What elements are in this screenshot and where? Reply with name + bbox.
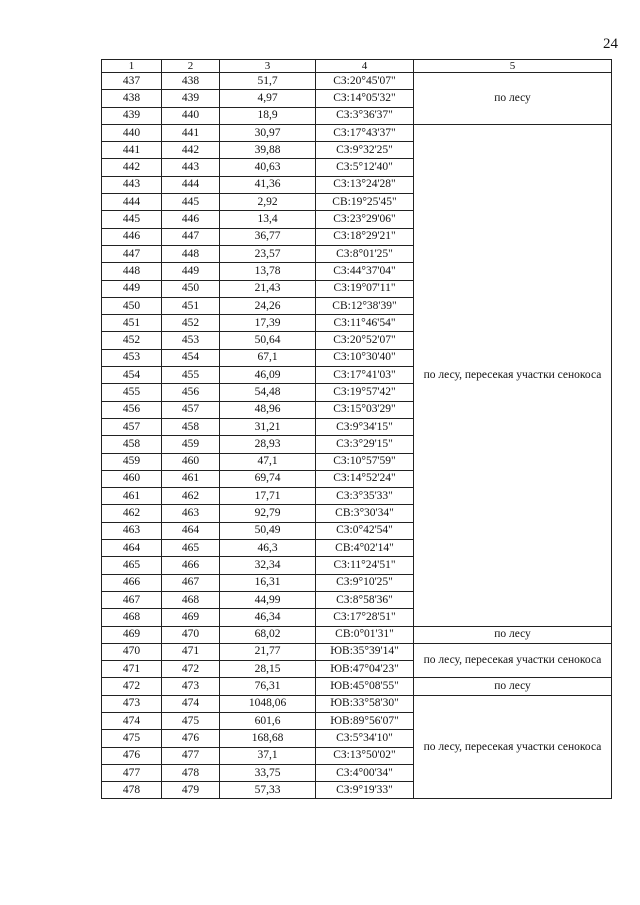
cell-to-point: 479 [162, 782, 220, 799]
cell-bearing: СЗ:3°29'15" [316, 436, 414, 453]
cell-bearing: СЗ:17°41'03" [316, 367, 414, 384]
cell-from-point: 449 [102, 280, 162, 297]
cell-distance: 51,7 [220, 73, 316, 90]
cell-bearing: СЗ:17°43'37" [316, 124, 414, 141]
cell-route-description: по лесу, пересекая участки сенокоса [414, 124, 612, 626]
header-row [102, 60, 612, 73]
cell-distance: 54,48 [220, 384, 316, 401]
cell-distance: 50,49 [220, 522, 316, 539]
cell-from-point: 437 [102, 73, 162, 90]
cell-from-point: 469 [102, 626, 162, 643]
header-cell-5: 5 [414, 60, 612, 73]
cell-to-point: 445 [162, 194, 220, 211]
cell-from-point: 455 [102, 384, 162, 401]
cell-to-point: 476 [162, 730, 220, 747]
cell-bearing: СЗ:19°57'42" [316, 384, 414, 401]
cell-to-point: 468 [162, 591, 220, 608]
cell-bearing: СЗ:3°36'37" [316, 107, 414, 124]
cell-to-point: 443 [162, 159, 220, 176]
cell-bearing: СВ:3°30'34" [316, 505, 414, 522]
cell-to-point: 453 [162, 332, 220, 349]
cell-to-point: 459 [162, 436, 220, 453]
table-body [102, 73, 612, 799]
cell-to-point: 475 [162, 712, 220, 729]
header-cell-2: 2 [162, 60, 220, 73]
cell-bearing: СЗ:44°37'04" [316, 263, 414, 280]
cell-distance: 13,4 [220, 211, 316, 228]
page-number: 24 [603, 36, 618, 52]
cell-bearing: СЗ:13°50'02" [316, 747, 414, 764]
cell-bearing: СЗ:9°34'15" [316, 418, 414, 435]
cell-distance: 1048,06 [220, 695, 316, 712]
cell-bearing: ЮВ:35°39'14" [316, 643, 414, 660]
cell-distance: 67,1 [220, 349, 316, 366]
cell-to-point: 449 [162, 263, 220, 280]
cell-bearing: ЮВ:33°58'30" [316, 695, 414, 712]
table-row [102, 626, 612, 643]
cell-bearing: СЗ:10°30'40" [316, 349, 414, 366]
cell-distance: 16,31 [220, 574, 316, 591]
cell-from-point: 456 [102, 401, 162, 418]
cell-to-point: 452 [162, 315, 220, 332]
cell-bearing: СЗ:9°19'33" [316, 782, 414, 799]
cell-from-point: 463 [102, 522, 162, 539]
cell-from-point: 446 [102, 228, 162, 245]
cell-from-point: 472 [102, 678, 162, 695]
cell-bearing: ЮВ:89°56'07" [316, 712, 414, 729]
cell-to-point: 440 [162, 107, 220, 124]
cell-from-point: 450 [102, 297, 162, 314]
cell-distance: 21,43 [220, 280, 316, 297]
cell-to-point: 457 [162, 401, 220, 418]
cell-from-point: 476 [102, 747, 162, 764]
cell-distance: 44,99 [220, 591, 316, 608]
cell-distance: 41,36 [220, 176, 316, 193]
cell-to-point: 462 [162, 488, 220, 505]
cell-distance: 46,34 [220, 609, 316, 626]
cell-to-point: 472 [162, 661, 220, 678]
cell-from-point: 473 [102, 695, 162, 712]
cell-distance: 33,75 [220, 764, 316, 781]
cell-from-point: 440 [102, 124, 162, 141]
cell-bearing: СЗ:14°52'24" [316, 470, 414, 487]
cell-to-point: 464 [162, 522, 220, 539]
cell-bearing: СЗ:23°29'06" [316, 211, 414, 228]
cell-from-point: 477 [102, 764, 162, 781]
cell-to-point: 442 [162, 142, 220, 159]
table-row [102, 678, 612, 695]
cell-to-point: 461 [162, 470, 220, 487]
table-row [102, 124, 612, 141]
cell-from-point: 466 [102, 574, 162, 591]
cell-distance: 4,97 [220, 90, 316, 107]
cell-from-point: 460 [102, 470, 162, 487]
cell-from-point: 459 [102, 453, 162, 470]
cell-from-point: 468 [102, 609, 162, 626]
cell-from-point: 475 [102, 730, 162, 747]
cell-to-point: 467 [162, 574, 220, 591]
cell-from-point: 464 [102, 540, 162, 557]
cell-bearing: СЗ:3°35'33" [316, 488, 414, 505]
cell-from-point: 474 [102, 712, 162, 729]
cell-distance: 92,79 [220, 505, 316, 522]
table-row [102, 643, 612, 660]
cell-bearing: СЗ:9°32'25" [316, 142, 414, 159]
cell-bearing: СВ:4°02'14" [316, 540, 414, 557]
cell-distance: 46,09 [220, 367, 316, 384]
cell-distance: 18,9 [220, 107, 316, 124]
cell-route-description: по лесу [414, 626, 612, 643]
cell-distance: 13,78 [220, 263, 316, 280]
cell-bearing: СЗ:8°58'36" [316, 591, 414, 608]
header-cell-4: 4 [316, 60, 414, 73]
cell-distance: 23,57 [220, 245, 316, 262]
cell-bearing: СЗ:9°10'25" [316, 574, 414, 591]
cell-from-point: 441 [102, 142, 162, 159]
cell-distance: 28,15 [220, 661, 316, 678]
table-row [102, 695, 612, 712]
cell-from-point: 439 [102, 107, 162, 124]
cell-distance: 601,6 [220, 712, 316, 729]
cell-from-point: 445 [102, 211, 162, 228]
cell-distance: 2,92 [220, 194, 316, 211]
cell-distance: 46,3 [220, 540, 316, 557]
cell-bearing: СЗ:10°57'59" [316, 453, 414, 470]
cell-distance: 68,02 [220, 626, 316, 643]
cell-distance: 24,26 [220, 297, 316, 314]
cell-to-point: 469 [162, 609, 220, 626]
cell-to-point: 460 [162, 453, 220, 470]
cell-to-point: 455 [162, 367, 220, 384]
cell-route-description: по лесу [414, 678, 612, 695]
cell-distance: 31,21 [220, 418, 316, 435]
cell-from-point: 447 [102, 245, 162, 262]
cell-distance: 47,1 [220, 453, 316, 470]
cell-from-point: 461 [102, 488, 162, 505]
cell-distance: 39,88 [220, 142, 316, 159]
cell-distance: 48,96 [220, 401, 316, 418]
cell-to-point: 446 [162, 211, 220, 228]
table-row [102, 73, 612, 90]
cell-to-point: 463 [162, 505, 220, 522]
cell-to-point: 471 [162, 643, 220, 660]
boundary-table [101, 59, 612, 799]
cell-to-point: 448 [162, 245, 220, 262]
cell-from-point: 454 [102, 367, 162, 384]
cell-to-point: 439 [162, 90, 220, 107]
cell-from-point: 465 [102, 557, 162, 574]
cell-from-point: 462 [102, 505, 162, 522]
cell-to-point: 477 [162, 747, 220, 764]
cell-bearing: СВ:19°25'45" [316, 194, 414, 211]
cell-bearing: СЗ:15°03'29" [316, 401, 414, 418]
cell-bearing: СЗ:14°05'32" [316, 90, 414, 107]
cell-distance: 30,97 [220, 124, 316, 141]
cell-bearing: СЗ:18°29'21" [316, 228, 414, 245]
cell-distance: 50,64 [220, 332, 316, 349]
cell-distance: 32,34 [220, 557, 316, 574]
cell-from-point: 453 [102, 349, 162, 366]
cell-to-point: 441 [162, 124, 220, 141]
cell-from-point: 442 [102, 159, 162, 176]
cell-bearing: СЗ:0°42'54" [316, 522, 414, 539]
cell-bearing: ЮВ:45°08'55" [316, 678, 414, 695]
cell-bearing: СЗ:20°45'07" [316, 73, 414, 90]
header-cell-1: 1 [102, 60, 162, 73]
cell-to-point: 447 [162, 228, 220, 245]
cell-to-point: 470 [162, 626, 220, 643]
cell-distance: 21,77 [220, 643, 316, 660]
cell-to-point: 438 [162, 73, 220, 90]
cell-bearing: СЗ:20°52'07" [316, 332, 414, 349]
cell-from-point: 458 [102, 436, 162, 453]
cell-route-description: по лесу, пересекая участки сенокоса [414, 643, 612, 678]
cell-distance: 28,93 [220, 436, 316, 453]
cell-distance: 57,33 [220, 782, 316, 799]
cell-from-point: 448 [102, 263, 162, 280]
cell-from-point: 438 [102, 90, 162, 107]
cell-distance: 76,31 [220, 678, 316, 695]
cell-bearing: СВ:0°01'31" [316, 626, 414, 643]
cell-to-point: 466 [162, 557, 220, 574]
cell-from-point: 457 [102, 418, 162, 435]
cell-from-point: 470 [102, 643, 162, 660]
cell-to-point: 465 [162, 540, 220, 557]
cell-distance: 36,77 [220, 228, 316, 245]
cell-distance: 17,71 [220, 488, 316, 505]
cell-from-point: 471 [102, 661, 162, 678]
cell-bearing: СЗ:8°01'25" [316, 245, 414, 262]
cell-from-point: 443 [102, 176, 162, 193]
cell-bearing: СЗ:13°24'28" [316, 176, 414, 193]
cell-to-point: 454 [162, 349, 220, 366]
cell-distance: 69,74 [220, 470, 316, 487]
cell-to-point: 458 [162, 418, 220, 435]
cell-distance: 37,1 [220, 747, 316, 764]
cell-from-point: 467 [102, 591, 162, 608]
cell-to-point: 474 [162, 695, 220, 712]
cell-bearing: СЗ:17°28'51" [316, 609, 414, 626]
cell-bearing: СЗ:19°07'11" [316, 280, 414, 297]
cell-distance: 40,63 [220, 159, 316, 176]
cell-to-point: 456 [162, 384, 220, 401]
cell-distance: 168,68 [220, 730, 316, 747]
cell-to-point: 450 [162, 280, 220, 297]
cell-to-point: 451 [162, 297, 220, 314]
cell-bearing: СЗ:11°24'51" [316, 557, 414, 574]
cell-from-point: 444 [102, 194, 162, 211]
cell-from-point: 478 [102, 782, 162, 799]
cell-route-description: по лесу [414, 73, 612, 125]
cell-from-point: 452 [102, 332, 162, 349]
cell-bearing: СЗ:4°00'34" [316, 764, 414, 781]
cell-bearing: СЗ:5°12'40" [316, 159, 414, 176]
cell-bearing: СЗ:11°46'54" [316, 315, 414, 332]
cell-distance: 17,39 [220, 315, 316, 332]
cell-route-description: по лесу, пересекая участки сенокоса [414, 695, 612, 799]
cell-to-point: 444 [162, 176, 220, 193]
cell-from-point: 451 [102, 315, 162, 332]
cell-bearing: СВ:12°38'39" [316, 297, 414, 314]
header-cell-3: 3 [220, 60, 316, 73]
cell-to-point: 478 [162, 764, 220, 781]
cell-to-point: 473 [162, 678, 220, 695]
cell-bearing: СЗ:5°34'10" [316, 730, 414, 747]
cell-bearing: ЮВ:47°04'23" [316, 661, 414, 678]
